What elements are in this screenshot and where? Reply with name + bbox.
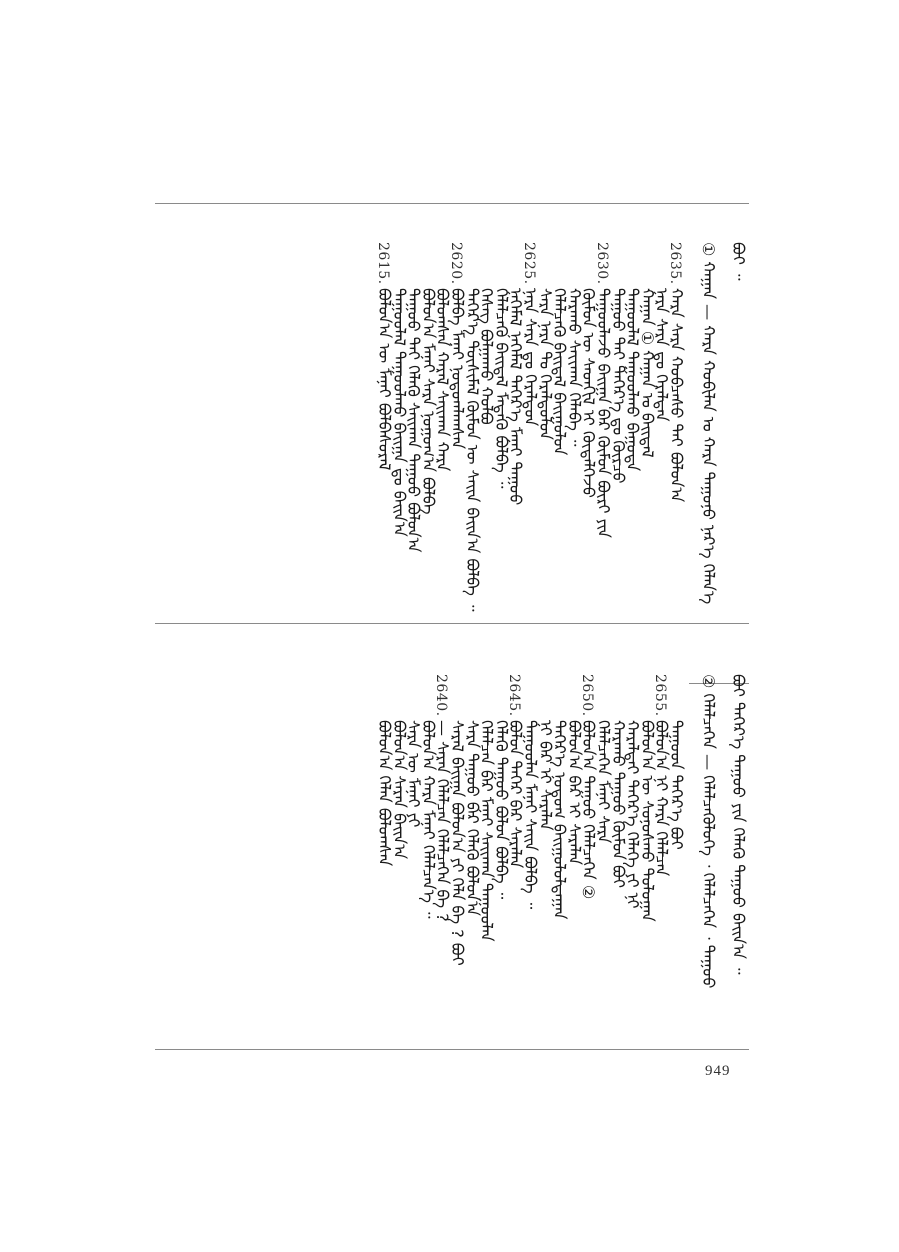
verse-text: ᠪᠣᠯᠤᠨ᠎ᠠ ᠦ ᠮᠠᠨᠠᠢ ᠪᠣᠯᠪᠠᠰᠤᠷᠠᠯ [375,288,394,471]
verse-number: 2630. [594,242,610,285]
verse-text: ᠳᠠᠭᠤᠤᠯᠠᠯ ᠳᠠᠭᠤᠤᠯᠬᠤ ᠪᠠᠭᠤᠳᠠ [623,288,643,472]
verse-text: ᠬᠠᠷᠠ ᠰᠠᠷᠠ ᠬᠤᠪᠴᠠᠰᠤ ᠲᠠᠢ ᠪᠣᠯᠤᠨ᠎ᠠ [667,288,686,503]
verse-number: 2645. [506,674,523,717]
verse-text: ᠬᠡᠯᠡᠯᠴᠡᠭᠡᠨ ᠮᠠᠨᠠᠢ ᠰᠠᠷᠠ [594,720,613,844]
verse-text: ᠪᠣᠯᠪᠠ ᠮᠠᠨᠠᠢ ᠨᠤᠲᠤᠭᠯᠠᠭᠰᠠᠨ [448,288,467,450]
verse-text: ᠳᠠᠭᠤᠤ ᠲᠠᠢ ᠳᠡᠭᠡᠷ᠎ᠡ ᠳᠤ ᠬᠦᠷᠴᠦ [608,288,628,484]
middle-rule [155,623,749,624]
verse-line [370,242,398,470]
verse-text: ᠪᠣᠯᠤᠨ᠎ᠠ ᠪᠠᠷ ᠢ ᠰᠠᠷᠠᠯᠠᠨ [564,720,584,865]
carry-over-line: ᠪᠣᠢ ᠃ [729,242,748,281]
upper-text-block [154,242,752,610]
verse-text: ᠪᠣᠯᠤᠨ᠎ᠠ ᠦ ᠰᠣᠨᠣᠰᠬᠤ ᠳᠣᠯᠤᠭᠠᠨ [637,720,657,922]
verse-text: ᠬᠡᠯᠡᠯᠴᠡᠨ ᠪᠠᠷ ᠮᠠᠨᠠᠢ ᠰᠠᠢᠬᠠᠨ ᠳᠠᠭᠤᠤᠯᠠᠨ [477,720,497,942]
verse-text: ᠪᠣᠯᠤᠨ᠎ᠠ ᠬᠠᠷᠠ ᠮᠠᠨᠠᠢ ᠬᠡᠯᠡᠯᠴᠡᠨ᠎ᠡ ᠃ [418,720,438,919]
verse-text: ᠬᠡᠰᠡᠭ ᠪᠣᠯᠭᠠᠬᠤ ᠬᠣᠯᠪᠤ [477,288,497,425]
verse-text: ᠬᠠᠷᠠᠬᠤ ᠳᠠᠭᠤᠤ ᠬᠦᠮᠦᠨ ᠪᠣᠢ [608,720,628,888]
verse-text: ᠰᠠᠷᠠᠯ ᠪᠠᠢᠭᠠ ᠪᠣᠯᠤᠨ᠎ᠠ ᠶᠢ ᠬᠡᠯᠡ ᠪᠠ ? ᠪᠣᠢ [448,720,467,966]
verse-text: ᠪᠣᠯᠤᠨ᠎ᠠ ᠮᠠᠨᠠᠢ ᠰᠠᠷᠠ ᠨᠤᠭᠤᠭ᠎ᠠ ᠪᠣᠯᠪᠠ [418,288,438,515]
verse-text: ᠪᠣᠯᠤᠭᠰᠠᠨ ᠬᠠᠷᠠᠯ ᠰᠠᠢᠬᠠᠨ ᠬᠠᠷᠠ [433,288,453,472]
verse-text: ᠳᠡᠭᠡᠷ᠎ᠡ ᠲᠦᠰᠢᠮᠡᠯ ᠬᠦᠮᠦᠨ ᠦ ᠰᠠᠢᠨ ᠪᠠᠢᠨ᠎ᠠ ᠪᠣᠯᠪᠠ ᠃ [462,288,482,612]
verse-number: 2640. [433,674,450,717]
verse-text: ᠰᠠᠷᠠ ᠨᠠᠷᠠ ᠲᠤ ᠭᠡᠷᠡᠯᠲᠦᠯᠦᠨ [535,288,555,440]
verse-text: ᠪᠣᠯᠤᠨ᠎ᠠ ᠰᠠᠷᠠᠨ ᠪᠠᠢᠨ᠎ᠠ [389,720,409,860]
verse-text: ᠳᠠᠭᠤᠤ ᠲᠠᠢ ᠬᠡᠯᠡᠬᠦ ᠰᠠᠢᠬᠠᠨ ᠳᠠᠭᠤᠤ ᠪᠣᠯᠤᠨ᠎ᠠ [404,288,424,553]
verse-text: ᠬᠠᠷᠠᠬᠤ ᠰᠠᠶ᠋ᠢᠬᠠᠨ ᠬᠡᠯᠡᠪᠡ ᠃ [564,288,584,447]
verse-text: ᠳᠡᠭᠡᠷ᠎ᠡ ᠨᠤᠲᠤᠭ ᠪᠠᠢᠭᠤᠯᠤᠯᠳᠠᠭᠠᠨ [550,720,570,920]
verse-text: ᠨᠠᠷᠠ ᠰᠠᠷᠠ ᠳᠤ ᠭᠡᠷᠡᠯᠲᠦᠨ [521,288,540,427]
verse-text: ᠬᠠᠷᠠᠯᠲᠠᠢ ᠳᠡᠭᠡᠷ᠎ᠡ ᠬᠡᠯᠡᠭᠡ ᠶᠢ ᠨᠢ [623,720,643,909]
verse-text: ᠳᠠᠭᠤᠤᠨ ᠳᠡᠭᠡᠷ᠎ᠡ ᠪᠣᠢ [667,720,686,850]
footnote-2: ② ᠬᠡᠯᠡᠯᠴᠡᠭᠡᠨ — ᠬᠡᠯᠡᠯᠴᠡᠭᠦᠯᠦᠭᠡ ᠂ ᠬᠡᠯᠡᠯᠴᠡᠭᠡᠨ ᠂ ᠳᠠᠭᠤᠤ [699,674,718,989]
verse-number: 2650. [579,674,596,717]
verse-text: — ᠰᠠᠷᠠᠨ ᠬᠡᠯᠡᠯᠴᠡᠨ ᠬᠡᠯᠡᠯᠴᠡᠭᠡᠨ ᠪᠠ ? [433,720,453,922]
verse-text: ᠨᠢ ᠪᠠᠷ ᠢ ᠰᠠᠷᠠᠯᠠᠨ [535,720,555,831]
bottom-rule [155,1049,749,1050]
footnote-1: ① ᠬᠠᠭᠠᠨ — ᠬᠠᠷᠠ ᠬᠣᠪᠢᠯᠠᠨ ᠤ ᠬᠠᠷᠠ ᠳᠠᠭᠤᠨᠤ ᠨᠡᠷ᠎ᠡ ᠬᠡᠯᠡᠨ᠎ᠡ [699,242,718,605]
verse-text: ᠨᠡᠬᠡᠮᠡᠯ ᠨᠡᠬᠡᠮᠡᠯ ᠳᠡᠭᠡᠷ᠎ᠡ ᠮᠠᠨᠠᠢ ᠳᠠᠭᠤᠤ [506,288,526,506]
verse-number: 2615. [375,242,391,285]
verse-text: ᠪᠣᠯᠤᠨ᠎ᠠ ᠳᠠᠭᠤᠤ ᠬᠡᠯᠡᠯᠴᠡᠭᠡᠨ ② [579,720,599,900]
verse-text: ᠪᠣᠯᠤᠨ ᠲᠡᠭᠡᠷ ᠪᠠᠷ ᠰᠠᠷᠠᠯᠠᠨ [506,720,526,869]
verse-text: ᠪᠣᠯᠤᠨ᠎ᠠ ᠨᠢ ᠬᠠᠷᠠ ᠬᠡᠯᠡᠯᠴᠡᠨ [652,720,672,877]
verse-text: ᠬᠦᠮᠦᠨ ᠦ ᠰᠡᠳᠬᠢᠯ ᠢ ᠬᠥᠳᠡᠯᠭᠡᠵᠦ [579,288,599,498]
verse-text: ᠰᠠᠷᠠ ᠦ ᠮᠠᠨᠠᠢ ᠶᠢ [404,720,424,828]
verse-text: ᠰᠠᠷᠠ ᠳᠠᠭᠤᠤ ᠪᠠᠷ ᠬᠡᠯᠡᠬᠦ ᠪᠣᠯᠤᠨ᠎ᠠ [462,720,482,916]
verse-line [370,674,398,866]
top-rule [155,203,749,204]
verse-text: ᠳᠠᠭᠤᠤᠯᠠᠵᠤ ᠪᠠᠢᠭᠠ ᠪᠠᠷ ᠬᠦᠮᠦᠨ ᠪᠦᠷᠢ ᠶᠢᠨ [594,288,613,538]
verse-text: ᠨᠠᠷᠠ ᠰᠠᠷᠠ ᠳᠤ ᠭᠡᠷᠡᠯᠲᠡᠨ [652,288,672,422]
carry-over-line: ᠪᠣᠢ ᠳᠡᠭᠡᠷ᠎ᠡ ᠳᠠᠭᠤᠤ ᠶᠢᠨ ᠬᠡᠯᠡᠬᠦ ᠳᠠᠭᠤᠤ ᠪᠠᠢᠨ᠎ᠠ ᠃ [729,674,748,975]
lower-text-block [154,674,752,1042]
verse-number: 2655. [652,674,669,717]
verse-text: ᠳᠠᠭᠤᠤᠯᠠᠯ ᠳᠠᠭᠤᠤᠯᠬᠤ ᠪᠠᠢᠭᠠ ᠳᠤ ᠪᠠᠢᠨ᠎ᠠ [389,288,409,537]
verse-number: 2625. [521,242,537,285]
verse-text: ᠬᠠᠭᠠᠨ ① ᠬᠠᠭᠠᠨ ᠤ ᠪᠠᠢᠳᠠᠯ [637,288,657,458]
verse-text: ᠬᠡᠯᠡᠯᠴᠡᠬᠦ ᠪᠠᠢᠳᠠᠯ ᠮᠡᠳᠡᠬᠦ ᠪᠣᠯᠪᠠ ᠃ [491,288,511,489]
verse-text: ᠳᠠᠭᠤᠤᠯᠠᠨ ᠮᠠᠨᠠᠢ ᠰᠠᠢᠨ ᠪᠣᠯᠪᠠ ᠃ [521,720,540,910]
page-number: 949 [705,1063,731,1079]
verse-text: ᠬᠡᠯᠡᠯᠴᠡᠬᠦ ᠪᠠᠢᠳᠠᠯ ᠪᠠᠢᠭᠤᠯᠤᠨ [550,288,570,456]
verse-number: 2635. [667,242,683,285]
verse-number: 2620. [448,242,464,285]
verse-text: ᠬᠡᠯᠡᠬᠦ ᠳᠠᠭᠤᠤ ᠪᠣᠯᠤᠨ ᠪᠣᠯᠪᠠ ᠃ [491,720,511,900]
verse-text: ᠪᠣᠯᠤᠨ᠎ᠠ ᠬᠡᠯᠡᠨ ᠪᠣᠯᠤᠭᠰᠠᠨ [375,720,394,867]
